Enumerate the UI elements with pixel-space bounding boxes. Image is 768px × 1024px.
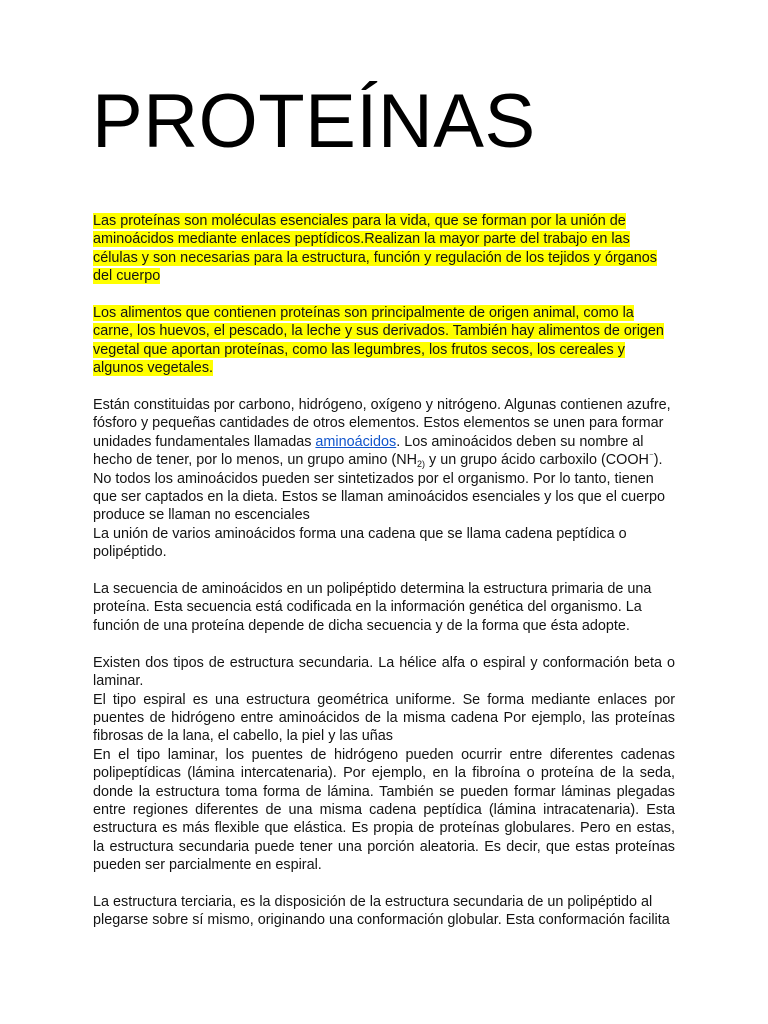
composition-text: . Los aminoácidos deben su nombre al hecho de tener, por lo menos, un grupo amino (NH bbox=[93, 433, 644, 469]
paragraph-peptide-chain: La unión de varios aminoácidos forma una cadena que se llama cadena peptídica o polipéptido. bbox=[93, 525, 627, 561]
paragraph-gap bbox=[93, 286, 675, 304]
paragraph-primary-structure: La secuencia de aminoácidos en un polipéptido determina la estructura primaria de una proteína. Esta secuencia está codificada en la información genética del organismo. La función de una proteína depende de dicha secuencia y de la forma que ésta adopte. bbox=[93, 581, 652, 634]
document-title: PROTEÍNAS bbox=[92, 79, 536, 164]
document-body bbox=[93, 212, 675, 930]
paragraph-spiral-type: El tipo espiral es una estructura geométrica uniforme. Se forma mediante enlaces por puentes de hidrógeno entre aminoácidos de la misma cadena Por ejemplo, las proteínas fibrosas de la lana, el cabello, la piel y las uñas bbox=[93, 691, 675, 745]
paragraph-definition bbox=[93, 212, 675, 286]
subscript: 2) bbox=[416, 459, 425, 470]
paragraph-gap bbox=[93, 635, 675, 653]
composition-text: ). No todos los aminoácidos pueden ser sintetizados por el organismo. Por lo tanto, tienen que ser captados en la dieta. Estos se llaman aminoácidos esenciales y los que el cuerpo produce se llaman no escenciales bbox=[93, 452, 665, 524]
paragraph-foods bbox=[93, 304, 675, 378]
aminoacidos-link[interactable]: aminoácidos bbox=[315, 433, 397, 450]
highlighted-text: Los alimentos que contienen proteínas son principalmente de origen animal, como la carne, los huevos, el pescado, la leche y sus derivados. También hay alimentos de origen vegetal que aportan proteínas, como las legumbres, los frutos secos, los cereales y algunos vegetales. bbox=[93, 305, 664, 377]
paragraph-laminar-type: En el tipo laminar, los puentes de hidrógeno pueden ocurrir entre diferentes cadenas polipeptídicas (lámina intercatenaria). Por ejemplo, en la fibroína o proteína de la seda, donde la estructura toma forma de lámina. También se pueden formar láminas plegadas entre regiones diferentes de una misma cadena peptídica (lámina intracatenaria). Esta estructura es más flexible que elástica. Es propia de proteínas globulares. Pero en estas, la estructura secundaria puede tener una porción aleatoria. Es decir, que estas proteínas pueden ser parcialmente en espiral. bbox=[93, 746, 675, 874]
composition-text: y un grupo ácido carboxilo (COOH bbox=[425, 452, 649, 469]
paragraph-gap bbox=[93, 378, 675, 396]
highlighted-text: Las proteínas son moléculas esenciales para la vida, que se forman por la unión de aminoácidos mediante enlaces peptídicos.Realizan la mayor parte del trabajo en las células y son necesarias para la estructura, función y regulación de los tejidos y órganos del cuerpo bbox=[93, 213, 657, 285]
paragraph-gap bbox=[93, 562, 675, 580]
paragraph-tertiary-structure: La estructura terciaria, es la disposición de la estructura secundaria de un polipéptido al plegarse sobre sí mismo, originando una conformación globular. Esta conformación facilita bbox=[93, 893, 670, 929]
paragraph-composition bbox=[93, 396, 675, 525]
superscript: ⁻ bbox=[648, 451, 654, 462]
paragraph-secondary-structure: Existen dos tipos de estructura secundaria. La hélice alfa o espiral y conformación beta o laminar. bbox=[93, 654, 675, 690]
composition-text: Están constituidas por carbono, hidrógeno, oxígeno y nitrógeno. Algunas contienen azufre, fósforo y pequeñas cantidades de otros elementos. Estos elementos se unen para formar unidades fundamentales llamadas bbox=[93, 397, 671, 450]
paragraph-gap bbox=[93, 875, 675, 893]
